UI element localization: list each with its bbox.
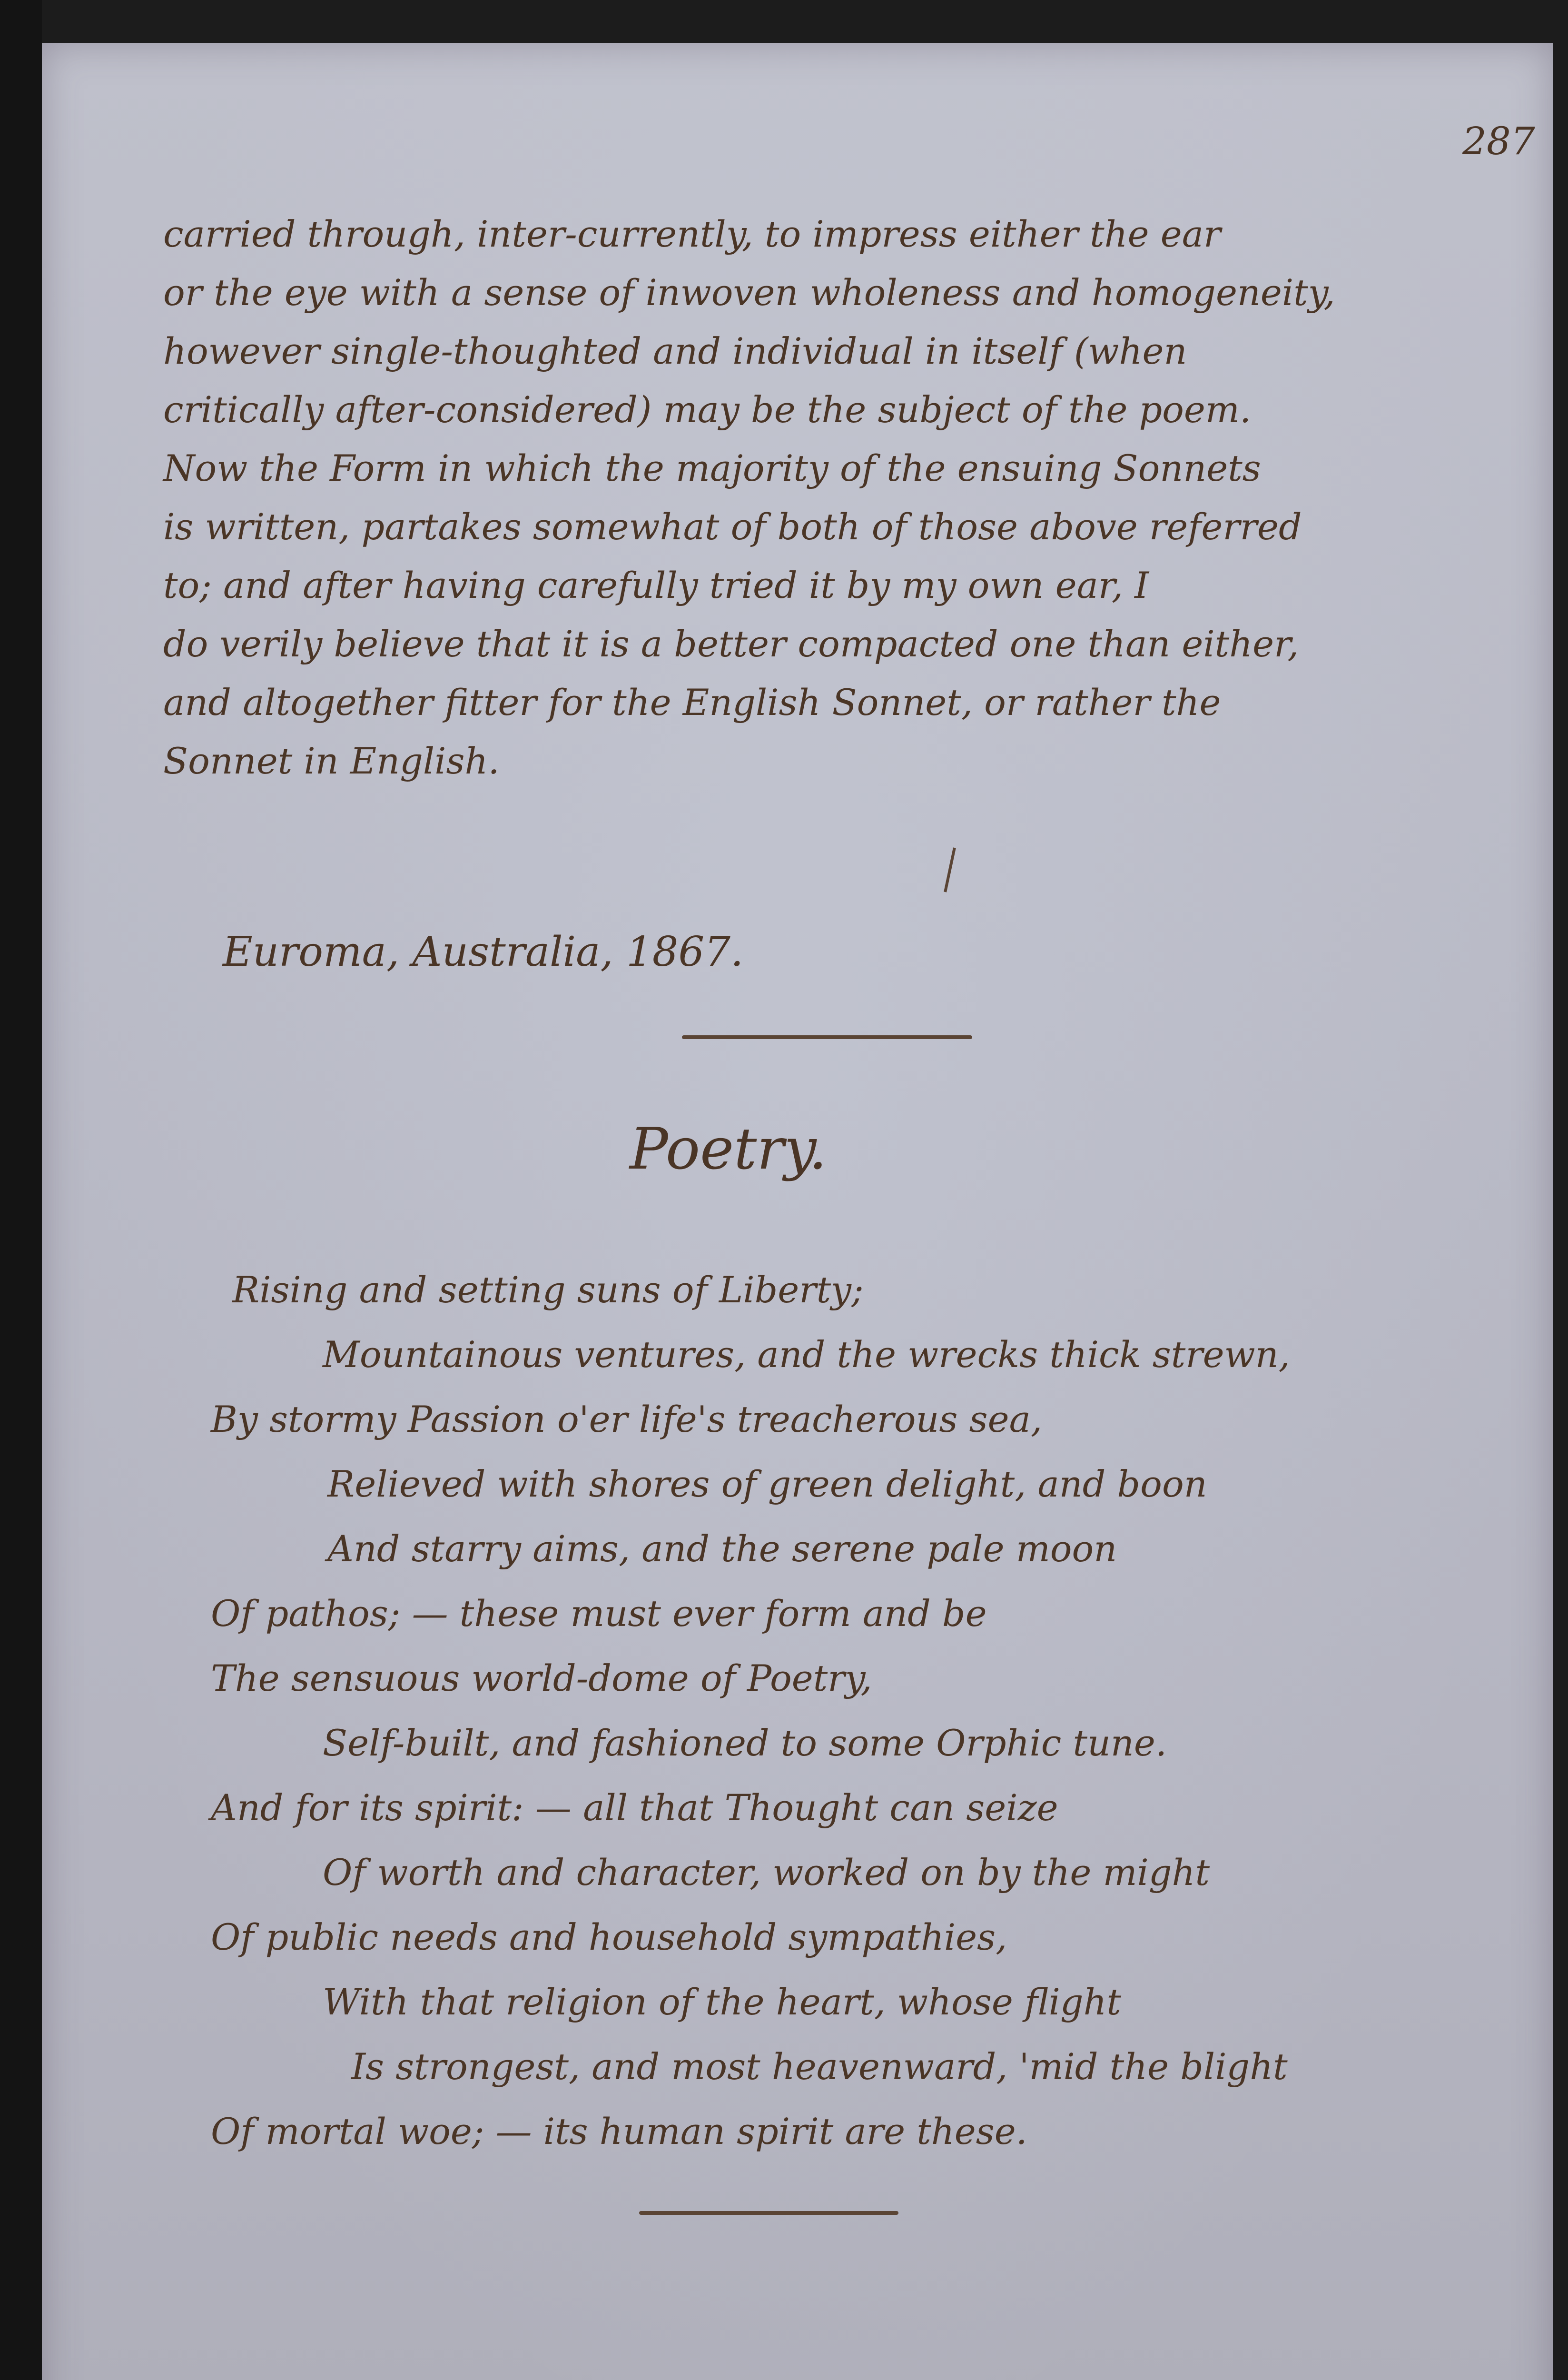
poem-line: Of mortal woe; — its human spirit are these. [211, 2110, 1027, 2152]
prose-paragraph [163, 205, 1543, 790]
dateline: Euroma, Australia, 1867. [223, 928, 744, 976]
pen-mark [944, 847, 956, 892]
prose-line: do verily believe that it is a better compacted one than either, [163, 623, 1299, 665]
divider-rule-top [682, 1035, 972, 1039]
poem-line: And starry aims, and the serene pale moon [327, 1527, 1117, 1570]
scan-border-left [0, 0, 42, 2380]
prose-line: and altogether fitter for the English Sonnet, or rather the [163, 681, 1221, 724]
prose-line: critically after-considered) may be the subject of the poem. [163, 388, 1252, 431]
prose-line: however single-thoughted and individual in itself (when [163, 330, 1187, 372]
poem-line: Rising and setting suns of Liberty; [232, 1269, 864, 1311]
poem-title: Poetry. [630, 1116, 827, 1182]
prose-line: or the eye with a sense of inwoven wholeness and homogeneity, [163, 271, 1335, 314]
prose-line: is written, partakes somewhat of both of those above referred [163, 506, 1302, 548]
prose-line: Now the Form in which the majority of the ensuing Sonnets [163, 447, 1261, 489]
poem-line: Of worth and character, worked on by the might [323, 1851, 1210, 1894]
poem-line: Is strongest, and most heavenward, 'mid the blight [351, 2045, 1288, 2088]
divider-rule-bottom [639, 2211, 898, 2215]
poem-line: With that religion of the heart, whose flight [323, 1981, 1122, 2023]
poem-line: By stormy Passion o'er life's treacherous sea, [211, 1398, 1043, 1440]
poem-line: The sensuous world-dome of Poetry, [211, 1657, 872, 1699]
manuscript-page [42, 43, 1553, 2380]
poem-line: Relieved with shores of green delight, and boon [327, 1463, 1207, 1505]
poem-line: Of pathos; — these must ever form and be [211, 1592, 987, 1635]
prose-line: carried through, inter-currently, to impress either the ear [163, 213, 1221, 255]
prose-line: Sonnet in English. [163, 740, 500, 782]
poem-line: Self-built, and fashioned to some Orphic tune. [323, 1722, 1167, 1764]
poem-line: Of public needs and household sympathies, [211, 1916, 1007, 1958]
prose-line: to; and after having carefully tried it by my own ear, I [163, 564, 1149, 606]
poem-line: Mountainous ventures, and the wrecks thick strewn, [323, 1333, 1290, 1376]
folio-number: 287 [1462, 119, 1535, 163]
poem-line: And for its spirit: — all that Thought can seize [211, 1786, 1058, 1829]
